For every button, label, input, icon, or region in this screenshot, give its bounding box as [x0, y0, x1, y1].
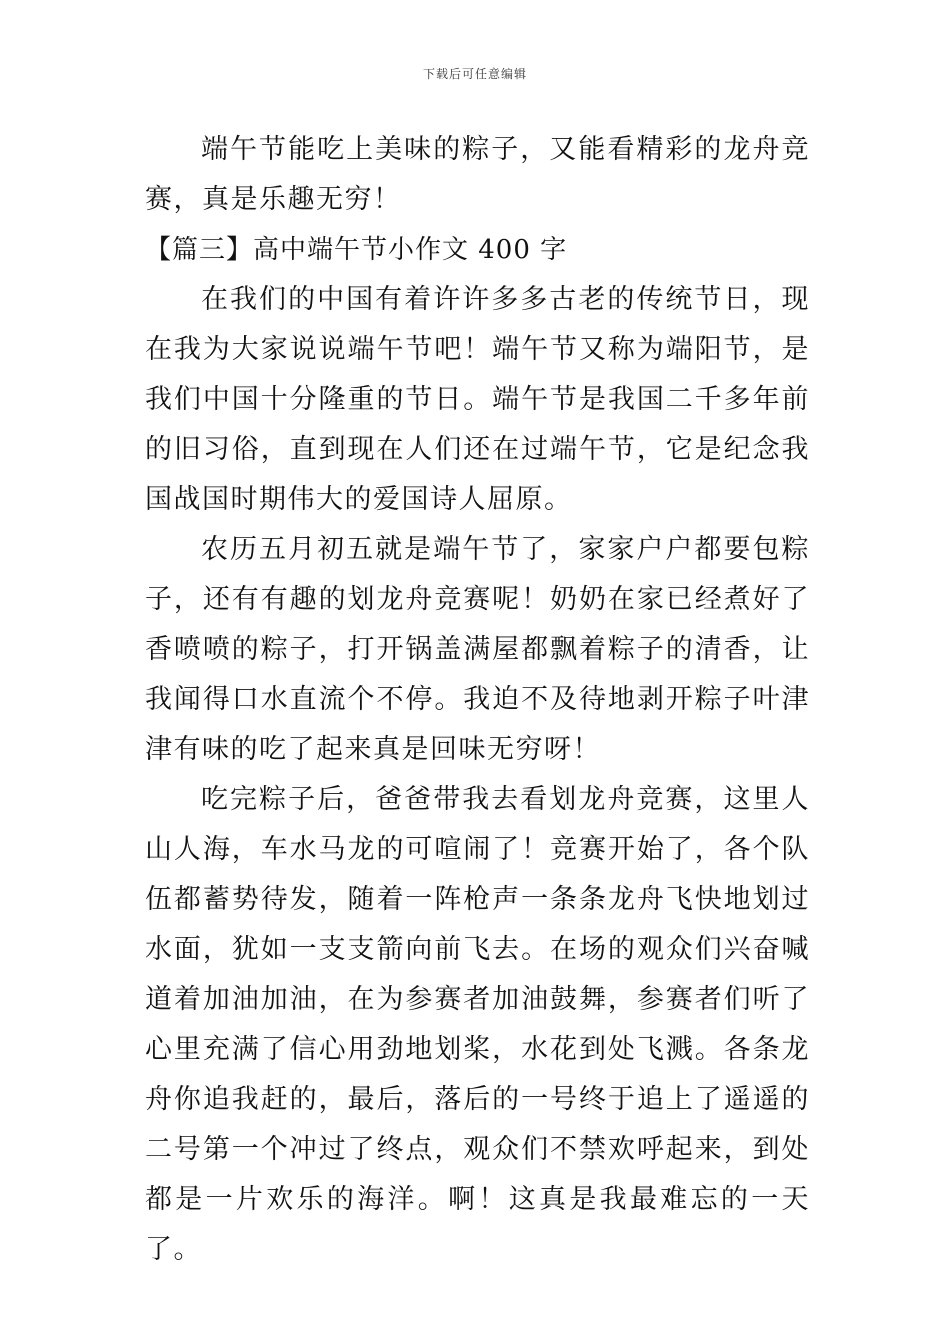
paragraph-festival-intro: 在我们的中国有着许许多多古老的传统节日，现在我为大家说说端午节吧！端午节又称为端阳节，是我们中国十分隆重的节日。端午节是我国二千多年前的旧习俗，直到现在人们还在过端午节，它是纪念我国战国时期伟大的爱国诗人屈原。: [145, 284, 810, 515]
section-heading: 【篇三】高中端午节小作文 400 字: [145, 235, 568, 265]
paragraph-boat-race: 吃完粽子后，爸爸带我去看划龙舟竞赛，这里人山人海，车水马龙的可喧闹了！竞赛开始了，各个队伍都蓄势待发，随着一阵枪声一条条龙舟飞快地划过水面，犹如一支支箭向前飞去。在场的观众们兴奋喊道着加油加油，在为参赛者加油鼓舞，参赛者们听了心里充满了信心用劲地划桨，水花到处飞溅。各条龙舟你追我赶的，最后，落后的一号终于追上了遥遥的二号第一个冲过了终点，观众们不禁欢呼起来，到处都是一片欢乐的海洋。啊！这真是我最难忘的一天了。: [145, 784, 810, 1265]
paragraph-dragon-boat-summary: 端午节能吃上美味的粽子，又能看精彩的龙舟竞赛，真是乐趣无穷！: [145, 134, 810, 215]
document-body: [145, 125, 810, 1275]
page-header-note: 下载后可任意编辑: [422, 67, 527, 81]
paragraph-zongzi: 农历五月初五就是端午节了，家家户户都要包粽子，还有有趣的划龙舟竞赛呢！奶奶在家已经煮好了香喷喷的粽子，打开锅盖满屋都飘着粽子的清香，让我闻得口水直流个不停。我迫不及待地剥开粽子叶津津有味的吃了起来真是回味无穷呀！: [145, 534, 810, 765]
